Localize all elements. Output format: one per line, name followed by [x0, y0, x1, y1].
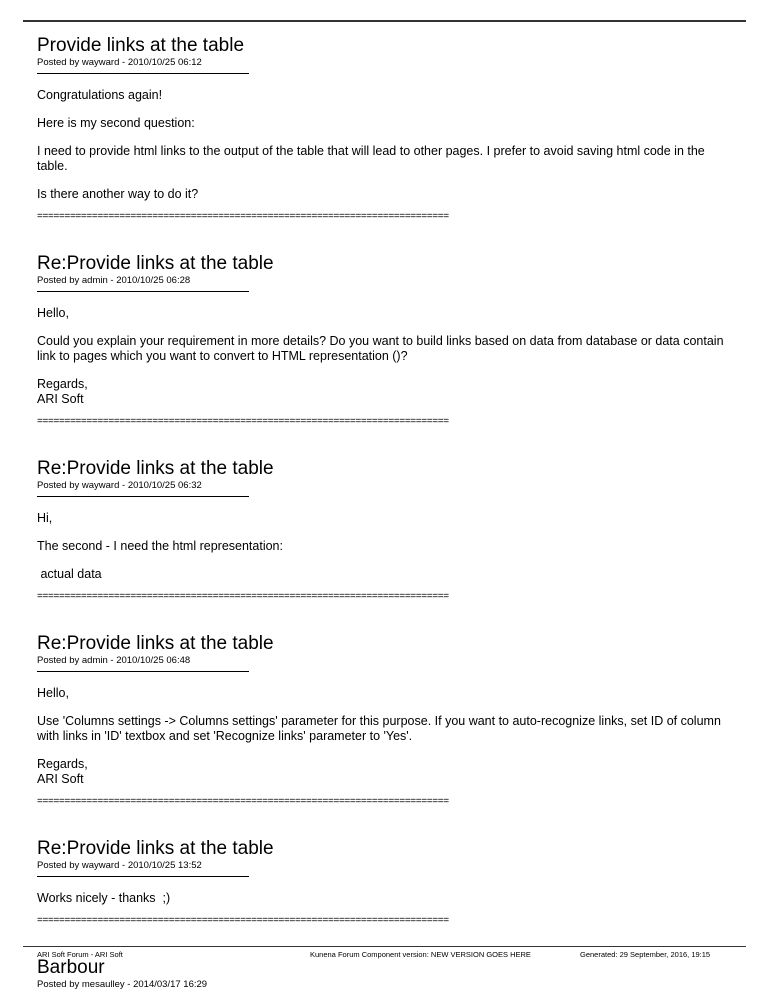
post-meta: Posted by wayward - 2010/10/25 13:52 — [37, 860, 202, 871]
post-paragraph: I need to provide html links to the output of the table that will lead to other pages. I prefer to avoid saving html code in the table. — [37, 144, 705, 173]
meta-rule — [37, 291, 249, 292]
post-meta: Posted by wayward - 2010/10/25 06:32 — [37, 480, 202, 491]
post-paragraph: Hi, — [37, 511, 53, 525]
post-paragraph: Could you explain your requirement in more details? Do you want to build links based on data from database or data contain link to pages which you want to convert to HTML representation ()? — [37, 334, 724, 363]
post-paragraph: Here is my second question: — [37, 116, 195, 130]
post-6 — [37, 958, 737, 990]
post-paragraph: Works nicely - thanks ;) — [37, 891, 171, 905]
post-1 — [37, 36, 737, 222]
post-paragraph: The second - I need the html representation: — [37, 539, 283, 553]
post-body — [37, 686, 737, 787]
meta-rule — [37, 671, 249, 672]
post-body — [37, 511, 737, 582]
post-separator: =========================================================================== — [37, 916, 449, 926]
post-paragraph: Use 'Columns settings -> Columns settings' parameter for this purpose. If you want to auto-recognize links, set ID of column with links in 'ID' textbox and set 'Recognize links' parameter to 'Yes'. — [37, 714, 721, 743]
meta-rule — [37, 496, 249, 497]
post-separator: =========================================================================== — [37, 417, 449, 427]
post-title: Re:Provide links at the table — [37, 458, 274, 479]
post-title: Re:Provide links at the table — [37, 253, 274, 274]
post-5 — [37, 839, 737, 926]
post-meta: Posted by admin - 2010/10/25 06:28 — [37, 275, 191, 286]
post-title: Barbour — [37, 957, 105, 978]
footer-version: Kunena Forum Component version: NEW VERSION GOES HERE — [310, 950, 531, 959]
post-body — [37, 306, 737, 407]
post-paragraph: Hello, — [37, 686, 69, 700]
footer-site-name: ARI Soft Forum - ARI Soft — [37, 950, 123, 959]
post-body — [37, 891, 737, 906]
post-separator: =========================================================================== — [37, 797, 449, 807]
post-separator: =========================================================================== — [37, 212, 449, 222]
post-3 — [37, 459, 737, 602]
post-title: Re:Provide links at the table — [37, 838, 274, 859]
post-paragraph: actual data — [37, 567, 102, 581]
post-meta: Posted by admin - 2010/10/25 06:48 — [37, 655, 191, 666]
posts-container — [37, 36, 737, 990]
footer-rule — [23, 946, 746, 947]
post-paragraph: Is there another way to do it? — [37, 187, 199, 201]
footer-generated-date: Generated: 29 September, 2016, 19:15 — [580, 950, 711, 959]
post-paragraph: Regards, ARI Soft — [37, 377, 88, 406]
meta-rule — [37, 876, 249, 877]
post-2 — [37, 254, 737, 427]
post-title: Provide links at the table — [37, 35, 245, 56]
post-body — [37, 88, 737, 202]
post-title: Re:Provide links at the table — [37, 633, 274, 654]
post-meta: Posted by wayward - 2010/10/25 06:12 — [37, 57, 202, 68]
top-rule — [23, 20, 746, 22]
post-4 — [37, 634, 737, 807]
post-paragraph: Congratulations again! — [37, 88, 163, 102]
meta-rule — [37, 73, 249, 74]
post-separator: =========================================================================== — [37, 592, 449, 602]
post-paragraph: Hello, — [37, 306, 69, 320]
post-meta: Posted by mesaulley - 2014/03/17 16:29 — [37, 979, 208, 990]
post-paragraph: Regards, ARI Soft — [37, 757, 88, 786]
